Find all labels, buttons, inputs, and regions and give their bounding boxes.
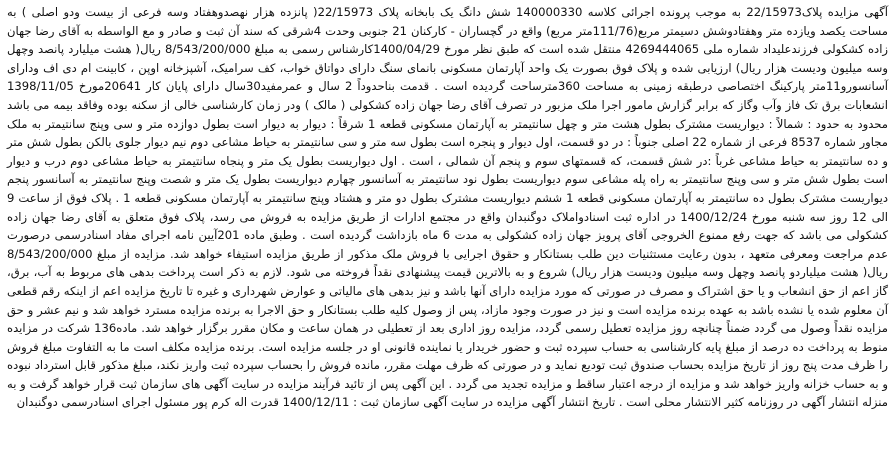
auction-notice-text: آگهی مزایده پلاک22/15973 به موجب پرونده اجرائی کلاسه 140000330 شش دانگ یک بابخانه پلاک 22/15973( پانزده هزار نهصدوهفتاد وسه فرعی از بیست ودو اصلی ) به مساحت یکصد ویازده متر وهفتادوشش دسیمتر مربع(111/76متر مربع) واقع در گچساران - کارکنان 21 جنوبی وحدت 4شرقی که سند آن ثبت و صادر و مع الواسطه به آقای رضا جهان زاده کشکولی فرزندعلیداد شماره ملی 4269444065 منتقل شده است که طبق نظر مورخ 1400/04/29کارشناس رسمی به مبلغ 8/543/200/000 ریال( هشت میلیارد پانصد وچهل وسه میلیون ودیست هزار ریال) ارزیابی شده و پلاک فوق بصورت یک واحد آپارتمان مسکونی بانمای سنگ دارای دواتاق خواب، کف سرامیک، آشپزخانه اوپن ، کابینت ام دی اف ودارای آسانسورو11متر پارکینگ اختصاصی درطبقه زمینی به مساحت 360مترساحت گردیده است . قدمت بناحدوداً 2 سال و عمرمفید30سال دارای پایان کار 20641مورخ 1398/11/05 انشعابات برق تک فاز وآب وگاز که برابر گزارش مامور اجرا ملک مزبور در تصرف آقای رضا جهان زاده کشکولی ( مالک ) ودر زمان کارشناسی خالی از سکنه بوده وفاقد بیمه می باشد محدود به حدود : شمالاً : دیواریست مشترک بطول هشت متر و چهل سانتیمتر به آپارتمان مسکونی قطعه 1 شرقاً : دیوار به دیوار است بطول دوازده متر و سی وپنج سانتیمتر به ملک مجاور شماره 8537 فرعی از شماره 22 اصلی جنوباً : در دو قسمت، اول دیوار و پنجره است بطول سه متر و سی سانتیمتر به حیاط مشاعی دوم نیم دیوار جلوی بالکن بطول شش متر و ده سانتیمتر به حیاط مشاعی غرباً :در شش قسمت، که قسمتهای سوم و پنجم آن شمالی ، است . اول دیواریست بطول یک متر و پنجاه سانتیمتر به حیاط مشاعی دوم درب و دیوار است بطول شش متر و سی وپنج سانتیمتر به راه پله مشاعی سوم دیواریست بطول نود سانتیمتر به آسانسور چهارم دیواریست بطول یک متر و شصت وپنج سانتیمتر به آسانسور پنجم دیواریست مشترک بطول ده سانتیمتر به آپارتمان مسکونی قطعه 1 ششم دیواریست مشترک بطول دو متر و هشتاد وپنج سانتیمتر به آپارتمان مسکونی قطعه 1 . پلاک فوق از ساعت 9 الی 12 روز سه شنبه مورخ 1400/12/24 در اداره ثبت اسنادواملاک دوگنبدان واقع در مجتمع ادارات از طریق مزایده به فروش می رسد، پلاک فوق متعلق به آقای رضا جهان زاده کشکولی می باشد که جهت رفع ممنوع الخروجی آقای پرویز جهان زاده کشکولی به مدت 6 ماه بازداشت گردیده است . وطبق ماده 201آیین نامه اجرای مفاد اسنادرسمی درصورت عدم مراجعت ومعرفی متعهد ، بدون رعایت مستثنیات دین طلب بستانکار و حقوق اجرایی با فروش ملک مذکور از طریق مزایده استیفاء خواهد شد. مزایده از مبلغ 8/543/200/000 ریال( هشت میلیاردو پانصد وچهل وسه میلیون ودیست هزار ریال) شروع و به بالاترین قیمت پیشنهادی نقداً فروخته می شود. لازم به ذکر است پرداخت بدهی های مربوط به آب، برق، گاز اعم از حق انشعاب و یا حق اشتراک و مصرف در صورتی که مورد مزایده دارای آنها باشد و نیز بدهی های مالیاتی و عوارض شهرداری و غیره تا تاریخ مزایده اعم از اینکه رقم قطعی آن معلوم شده یا نشده باشد به عهده برنده مزایده است و نیز در صورت وجود مازاد، پس از وصول کلیه طلب بستانکار و حق الاجرا به برنده مزایده مسترد خواهد شد و نیم عشر و حق مزایده نقداً وصول می گردد ضمناً چنانچه روز مزایده تعطیل رسمی گردد، مزایده روز اداری بعد از تعطیلی در همان ساعت و مکان مقرر برگزار خواهد شد. ماده136 شرکت در مزایده منوط به پرداخت ده درصد از مبلغ پایه کارشناسی به حساب سپرده ثبت و حضور خریدار یا نماینده قانونی او در جلسه مزایده است. برنده مزایده مکلف است ما به التفاوت مبلغ فروش را ظرف مدت پنج روز از تاریخ مزایده بحساب صندوق ثبت تودیع نماید و در صورتی که ظرف مهلت مقرر، مانده فروش را بحساب سپرده ثبت واریز نکند، مبلغ مذکور قابل استرداد نبوده و به حساب خزانه واریز خواهد شد و مزایده از درجه اعتبار ساقط و مزایده تجدید می گردد . این آگهی پس از تائید فرآیند مزایده در سایت آگهی های سازمان ثبت قرار خواهد گرفت و به منزله انتشار آگهی در روزنامه کثیر الانتشار محلی است . تاریخ انتشار آگهی مزایده در سایت آگهی سازمان ثبت : 1400/12/11 قدرت اله کرم پور مسئول اجرای اسنادرسمی دوگنبدان — [7, 5, 889, 410]
